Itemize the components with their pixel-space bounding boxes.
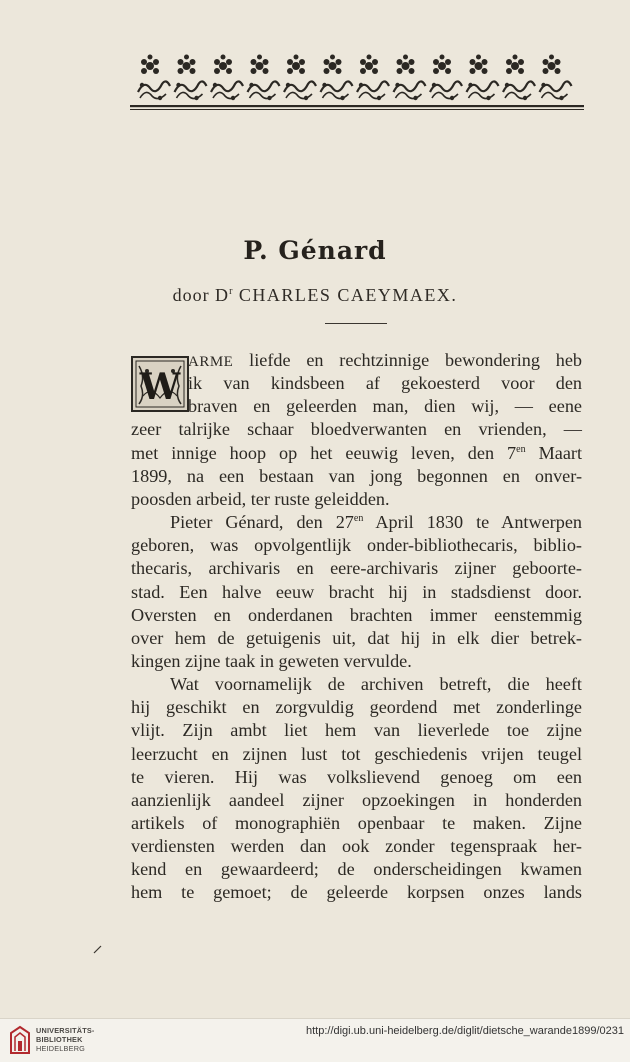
dropcap-letter: W: [139, 366, 181, 408]
ornament-flower: [357, 55, 389, 101]
line-text: verdiensten werden dan ook zonder tegenspraak her-: [131, 836, 582, 857]
text-line: [131, 834, 582, 858]
byline-superscript: r: [229, 286, 234, 297]
text-line: [131, 556, 582, 580]
line-text: Wat voornamelijk de archiven betreft, die heeft: [170, 674, 582, 695]
line-text: artikels of monographiën openbaar te maken. Zijne: [131, 813, 582, 833]
line-text: leerzucht en zijnen lust tot geschiedenis vrijen teugel: [131, 743, 582, 764]
library-line-3: HEIDELBERG: [36, 1044, 86, 1053]
line-text: te vieren. Hij was volkslievend genoeg om een: [131, 766, 582, 787]
byline: [0, 285, 630, 306]
ordinal-superscript: en: [353, 513, 364, 525]
text-line: [131, 464, 582, 488]
ornament-flower: [175, 55, 207, 101]
library-name: [36, 1026, 95, 1053]
digitization-footer: [0, 1018, 630, 1062]
line-text: thecaris, archivaris en eere-archivaris zijner geboorte-: [131, 558, 582, 579]
text-line: [131, 487, 582, 511]
text-line: [188, 348, 582, 372]
ornament-flower: [503, 55, 535, 101]
text-line: [131, 603, 582, 627]
ornament-flower: [321, 55, 353, 101]
source-url-link[interactable]: http://digi.ub.uni-heidelberg.de/diglit/dietsche_warande1899/0231: [305, 1025, 624, 1037]
text-line: [131, 765, 582, 789]
text-line: [131, 417, 582, 441]
text-line: [131, 788, 582, 812]
text-line: [131, 533, 582, 557]
text-line: [170, 510, 582, 534]
library-line-1: UNIVERSITÄTS-: [36, 1026, 95, 1035]
ornament-flower: [467, 55, 499, 101]
line-text: aanzienlijk aandeel zijner opzoekingen in honderden: [131, 789, 582, 810]
text-line: [131, 695, 582, 719]
byline-author: CHARLES CAEYMAEX.: [238, 285, 458, 305]
line-text: zeer talrijke schaar bloedverwanten en vrienden, —: [131, 419, 582, 440]
library-logo-icon: [9, 1025, 31, 1055]
article-title: P. Génard: [243, 236, 387, 265]
line-text: met innige hoop op het eeuwig leven, den 7: [131, 442, 517, 463]
text-line: [170, 672, 582, 696]
line-text: ik van kindsbeen af gekoesterd voor den: [188, 373, 582, 394]
line-text: 1899, na een bestaan van jong begonnen en onver-: [131, 465, 582, 486]
pencil-tick-mark: [92, 943, 104, 955]
text-line: [131, 880, 582, 904]
library-line-2: BIBLIOTHEK: [36, 1035, 83, 1044]
text-line: [131, 811, 582, 835]
floral-ornament-header: [128, 52, 586, 112]
ornament-flower: [138, 55, 170, 101]
ornament-flower: [211, 55, 243, 101]
text-line: [131, 626, 582, 650]
line-text: Oversten en onderdanen brachten immer eenstemmig: [131, 604, 582, 625]
line-text: kingen zijne taak in geweten vervulde.: [131, 650, 412, 671]
line-text: hem te gemoet; de geleerde korpsen onzes lands: [131, 882, 582, 903]
text-line: [131, 649, 582, 673]
line-text: stad. Een halve eeuw bracht hij in stadsdienst door.: [131, 581, 582, 602]
text-line: [188, 394, 582, 418]
ornament-flower: [248, 55, 280, 101]
line-text: hij geschikt en zorgvuldig geordend met zonderlinge: [131, 697, 582, 718]
line-text: vlijt. Zijn ambt liet hem van lieverlede toe zijne: [131, 720, 582, 741]
title-rule: [325, 323, 387, 324]
text-line: [131, 441, 582, 465]
text-line: [131, 580, 582, 604]
dropcap-w-ornament: [131, 356, 189, 412]
ornament-flower: [540, 55, 572, 101]
ornament-flower: [394, 55, 426, 101]
line-text: over hem de getuigenis uit, dat hij in elk dier betrek-: [131, 627, 582, 648]
text-line: [131, 718, 582, 742]
text-line: [188, 371, 582, 395]
dropcap-continuation: ARME: [188, 354, 234, 370]
ornament-flower: [284, 55, 316, 101]
line-text: braven en geleerden man, dien wij, — eene: [188, 396, 582, 417]
ordinal-superscript: en: [516, 443, 526, 455]
line-text: kend en gewaardeerd; de onderscheidingen kwamen: [131, 859, 582, 880]
text-line: [131, 742, 582, 766]
line-text: liefde en rechtzinnige bewondering heb: [233, 350, 582, 370]
text-line: [131, 857, 582, 881]
line-text: geboren, was opvolgentlijk onder-bibliothecaris, biblio-: [131, 535, 582, 556]
line-text: Pieter Génard, den 27: [170, 512, 354, 533]
line-text: poosden arbeid, ter ruste geleidden.: [131, 488, 390, 509]
line-text-continued: Maart: [525, 442, 582, 463]
byline-prefix: door D: [172, 285, 230, 305]
ornament-flower: [430, 55, 462, 101]
line-text-continued: April 1830 te Antwerpen: [363, 512, 582, 533]
